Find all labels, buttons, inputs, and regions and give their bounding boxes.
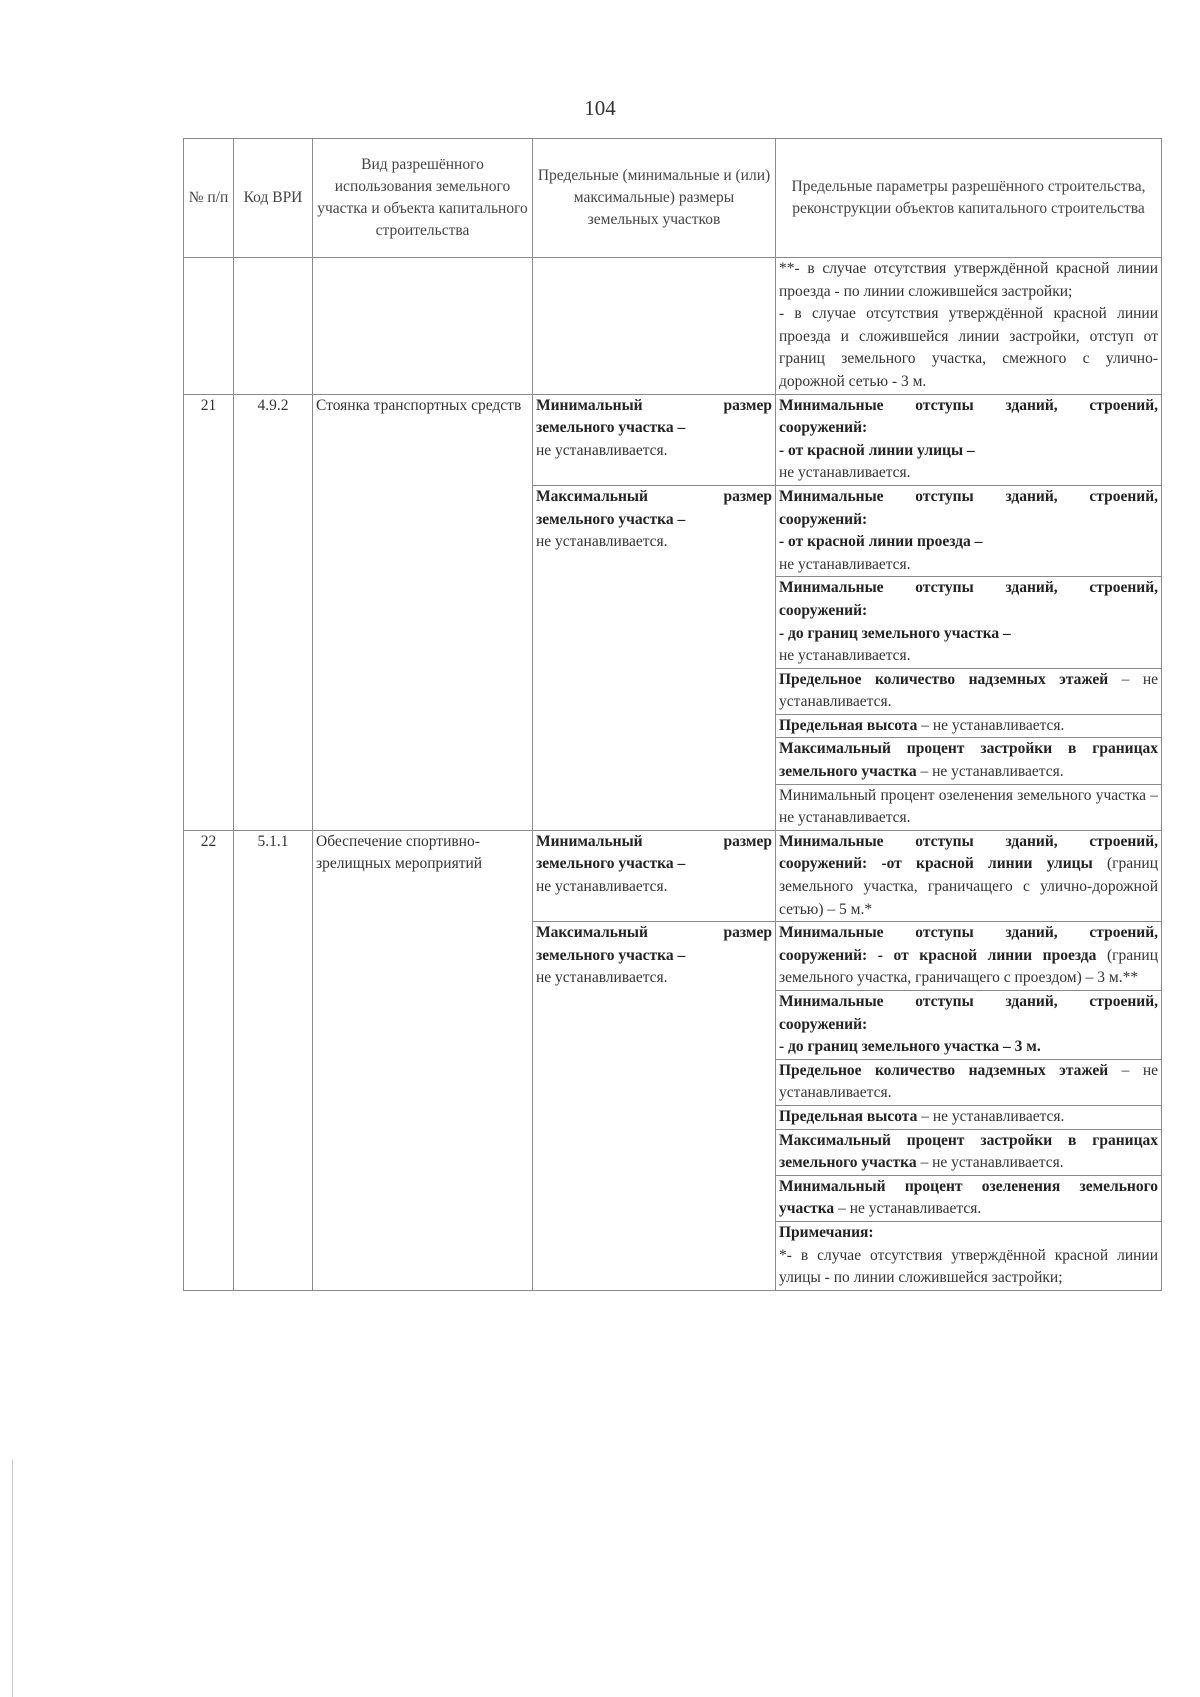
header-use: Вид разрешённого использования земельного участка и объекта капитального строительства [313,139,533,258]
param-label: Минимальные отступы зданий, строений, сооружений: [779,993,1158,1033]
param-value: – не устанавливается. [779,1061,1158,1102]
param-label: Предельная высота [779,716,918,734]
cell-empty [234,258,313,395]
param-label: Максимальный процент застройки в границах земельного участка [779,740,1158,781]
param-label: Максимальный процент застройки в границах земельного участка [779,1131,1158,1172]
param-cell [776,784,1162,830]
notes-cell [776,1221,1162,1290]
param-cell [776,1105,1162,1129]
param-label: Минимальный процент озеленения земельного участка [779,1177,1158,1218]
param-value: не устанавливается. [779,647,911,665]
param-cell [776,577,1162,668]
min-size-label: Минимальный размер земельного участка – [536,832,772,873]
header-code: Код ВРИ [234,139,313,258]
max-size-value: не устанавливается. [536,533,668,551]
param-label: - от красной линии проезда [877,946,1097,964]
max-size-label: Максимальный размер земельного участка – [536,487,772,528]
param-cell [776,991,1162,1060]
table-row-continuation [184,258,1162,395]
param-label-part: - до границ земельного участка [779,1038,1000,1056]
param-label: Минимальные отступы зданий, строений, сооружений: [779,396,1158,437]
min-size-cell [533,830,776,921]
min-size-value: не устанавливается. [536,441,668,459]
notes-title: Примечания: [779,1223,874,1241]
param-cell [776,668,1162,714]
param-value: – 3 м. [999,1038,1041,1056]
cell-params-continuation [776,258,1162,395]
param-label: Предельная высота [779,1107,918,1125]
param-label: Минимальные отступы зданий, строений, сооружений: [779,487,1158,528]
param-cell [776,1059,1162,1105]
scan-edge-line [12,1460,13,1697]
note-text: - в случае отсутствия утверждённой красной линии проезда и сложившейся линии застройки, отступ от границ земельного участка, смежного с улично-дорожной сетью - 3 м. [779,305,1158,390]
param-label: Минимальный процент озеленения земельного участка [779,786,1146,804]
param-label: Минимальные отступы зданий, строений, сооружений: [779,579,1158,619]
row-use: Стоянка транспортных средств [313,394,533,830]
param-cell [776,1175,1162,1221]
max-size-label: Максимальный размер земельного участка – [536,924,772,964]
table-header-row [184,139,1162,258]
param-value: – не устанавливается. [917,716,1065,734]
param-value: не устанавливается. [779,464,911,482]
row-code: 4.9.2 [234,394,313,830]
min-size-label: Минимальный размер земельного участка – [536,396,772,437]
param-value: – не устанавливается. [916,763,1064,781]
note-text: **- в случае отсутствия утверждённой красной линии проезда - по линии сложившейся застройки; [779,260,1158,300]
param-value: – не устанавливается. [834,1200,982,1218]
notes-text: *- в случае отсутствия утверждённой красной линии улицы - по линии сложившейся застройки; [779,1246,1158,1287]
param-label [779,1036,1158,1059]
min-size-cell [533,394,776,485]
param-label: - до границ земельного участка – [779,624,1011,642]
table-row [184,394,1162,485]
max-size-cell [533,922,776,1291]
param-value: – не устанавливается. [779,786,1158,827]
param-cell [776,394,1162,485]
header-size: Предельные (минимальные и (или) максимальные) размеры земельных участков [533,139,776,258]
param-value: (границ земельного участка, граничащего с улично-дорожной сетью) – 5 м.* [779,855,1158,918]
row-code: 5.1.1 [234,830,313,1290]
param-value: – не устанавливается. [779,670,1158,711]
param-cell [776,1129,1162,1175]
max-size-cell [533,485,776,830]
param-label: - от красной линии улицы – [779,441,975,459]
param-label: - от красной линии проезда – [779,533,983,551]
table-row [184,830,1162,921]
row-use: Обеспечение спортивно-зрелищных мероприятий [313,830,533,1290]
param-cell [776,738,1162,784]
param-value: – не устанавливается. [916,1154,1064,1172]
param-cell [776,922,1162,991]
max-size-value: не устанавливается. [536,969,668,987]
row-num: 22 [184,830,234,1290]
page-number: 104 [584,96,616,120]
param-label: -от красной линии улицы [881,855,1093,873]
param-cell [776,485,1162,576]
param-label: Предельное количество надземных этажей [779,670,1109,688]
land-use-table [183,138,1162,1291]
param-value: (границ земельного участка, граничащего с проездом) – 3 м.** [779,946,1158,987]
cell-empty [313,258,533,395]
cell-empty [533,258,776,395]
param-value: не устанавливается. [779,555,911,573]
header-num: № п/п [184,139,234,258]
param-cell [776,830,1162,921]
row-num: 21 [184,394,234,830]
param-label: Минимальные отступы зданий, строений, сооружений: [779,924,1158,964]
param-label: Минимальные отступы зданий, строений, сооружений: [779,832,1158,873]
param-label: Предельное количество надземных этажей [779,1061,1109,1079]
header-params: Предельные параметры разрешённого строительства, реконструкции объектов капитального строительства [776,139,1162,258]
param-value: – не устанавливается. [917,1107,1065,1125]
param-cell [776,714,1162,738]
cell-empty [184,258,234,395]
min-size-value: не устанавливается. [536,878,668,896]
